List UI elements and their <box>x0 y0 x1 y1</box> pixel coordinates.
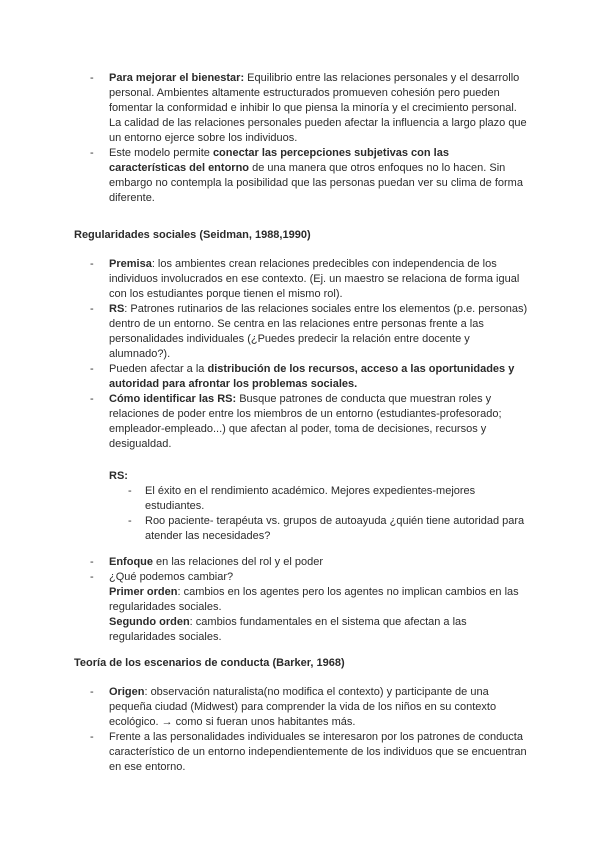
item-bold: Enfoque <box>109 556 153 568</box>
item-bold: Origen <box>109 686 145 698</box>
list-item <box>0 302 600 362</box>
item-bold: RS <box>109 303 125 315</box>
item-bold: Cómo identificar las RS: <box>109 393 237 405</box>
bullet-dash: - <box>90 258 94 270</box>
item-text: Busque patrones de conducta que muestran roles y relaciones de poder entre los miembros de un entorno (estudiantes-profesorado; empleador-empleado...) que afectan al poder, toma de decisiones, recursos y desigualdad. <box>109 393 502 450</box>
item-text-post: de una manera que otros enfoques no lo hacen. Sin embargo no contempla la posibilidad que las personas puedan ver su clima de forma diferente. <box>109 162 523 204</box>
item-bold: distribución de los recursos, acceso a las oportunidades y autoridad para afrontar los problemas sociales. <box>109 363 515 390</box>
bullet-dash: - <box>90 303 94 315</box>
item-text: en las relaciones del rol y el poder <box>153 556 323 568</box>
list-item <box>0 555 600 570</box>
item-bold: Para mejorar el bienestar: <box>109 72 245 84</box>
item-text: Equilibrio entre las relaciones personales y el desarrollo personal. Ambientes altamente estructurados promueven cohesión pero pueden fomentar la conformidad e inhibir lo que piensa la minoría y el crecimiento personal. La calidad de las relaciones personales pueden afectar la influencia a largo plazo que un entorno ejerce sobre los individuos. <box>109 72 527 144</box>
bullet-dash: - <box>90 686 94 698</box>
list-item <box>0 362 600 392</box>
item-text-pre: Pueden afectar a la <box>109 363 208 375</box>
list-item <box>0 392 600 452</box>
section-heading-escenarios: Teoría de los escenarios de conducta (Barker, 1968) <box>74 657 345 669</box>
item-text: : Patrones rutinarios de las relaciones sociales entre los elementos (p.e. personas) dentro de un entorno. Se centra en las relaciones entre personas frente a las personalidades individuales (¿Puedes predecir la relación entre docente y alumnado?). <box>109 303 528 360</box>
sub-list-item <box>0 514 600 544</box>
list-item <box>0 685 600 730</box>
list-item <box>0 146 600 206</box>
sub-item-text: El éxito en el rendimiento académico. Mejores expedientes-mejores estudiantes. <box>145 485 476 512</box>
bullet-dash: - <box>90 147 94 159</box>
bullet-list-bienestar <box>0 71 600 206</box>
rs-sublist <box>0 484 600 544</box>
section-heading-regularidades: Regularidades sociales (Seidman, 1988,1990) <box>74 229 311 241</box>
item-text: Frente a las personalidades individuales se interesaron por los patrones de conducta característico de un entorno independientemente de los individuos que se encuentran en ese entorno. <box>109 731 527 773</box>
item-bold: Segundo orden <box>109 616 190 628</box>
bullet-list-enfoque <box>0 555 600 645</box>
item-text: : cambios fundamentales en el sistema que afectan a las regularidades sociales. <box>109 616 467 643</box>
rs-label: RS: <box>109 470 128 482</box>
list-item <box>0 257 600 302</box>
bullet-dash: - <box>128 485 132 497</box>
bullet-dash: - <box>90 393 94 405</box>
bullet-dash: - <box>90 731 94 743</box>
list-item <box>0 730 600 775</box>
bullet-list-regularidades <box>0 257 600 452</box>
item-bold: Primer orden <box>109 586 178 598</box>
bullet-dash: - <box>90 72 94 84</box>
item-bold: Premisa <box>109 258 152 270</box>
list-item <box>0 570 600 645</box>
sub-item-text: Roo paciente- terapéuta vs. grupos de autoayuda ¿quién tiene autoridad para atender las necesidades? <box>145 515 525 542</box>
item-text: : observación naturalista(no modifica el contexto) y participante de una pequeña ciudad (Midwest) para comprender la vida de los niños en su contexto ecológico. → como si fueran unos habitantes más. <box>109 686 497 728</box>
bullet-list-escenarios <box>0 685 600 775</box>
bullet-dash: - <box>128 515 132 527</box>
item-text: ¿Qué podemos cambiar? <box>109 571 234 583</box>
item-text: : cambios en los agentes pero los agentes no implican cambios en las regularidades sociales. <box>109 586 519 613</box>
bullet-dash: - <box>90 363 94 375</box>
bullet-dash: - <box>90 556 94 568</box>
list-item <box>0 71 600 146</box>
item-text: : los ambientes crean relaciones predecibles con independencia de los individuos involucrados en ese contexto. (Ej. un maestro se relaciona de forma igual con los estudiantes porque tienen el mismo rol). <box>109 258 520 300</box>
sub-list-item <box>0 484 600 514</box>
item-bold: conectar las percepciones subjetivas con las características del entorno <box>109 147 449 174</box>
bullet-dash: - <box>90 571 94 583</box>
item-text-pre: Este modelo permite <box>109 147 213 159</box>
